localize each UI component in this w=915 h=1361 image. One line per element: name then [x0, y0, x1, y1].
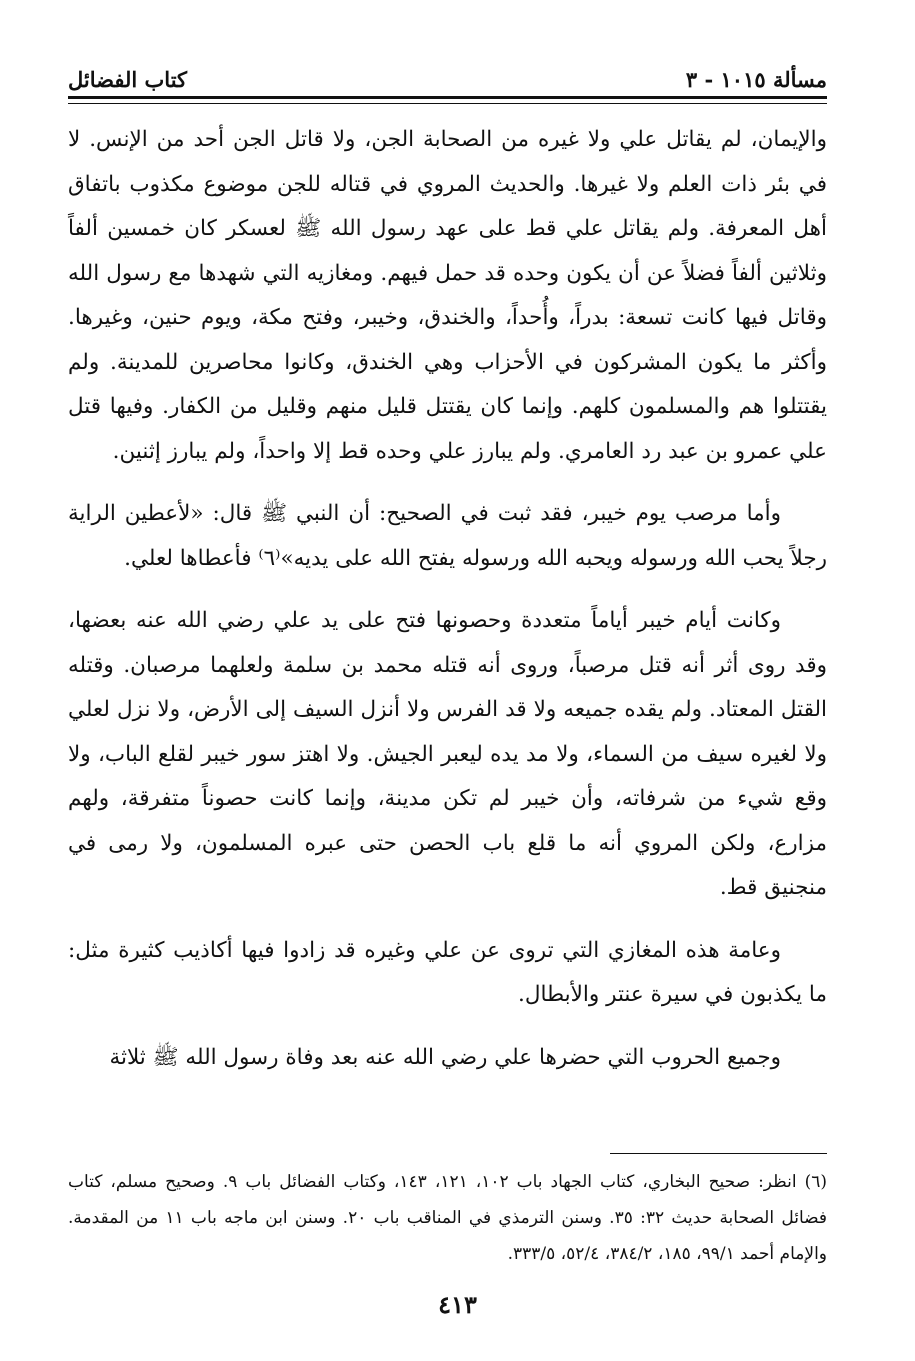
header-book-title: كتاب الفضائل: [68, 67, 188, 92]
page-header: [68, 52, 827, 92]
main-text: [68, 118, 827, 1098]
paragraph: وأما مرصب يوم خيبر، فقد ثبت في الصحيح: أن النبي ﷺ قال: «لأعطين الراية رجلاً يحب الله ورسوله ويحبه الله ورسوله يفتح الله على يديه»⁽٦⁾ فأعطاها لعلي.: [68, 501, 827, 571]
footnote-rule: [610, 1153, 827, 1154]
page-number: ٤١٣: [438, 1290, 477, 1319]
header-rule-thick: [68, 96, 827, 99]
header-rule-thin: [68, 103, 827, 104]
paragraph: والإيمان، لم يقاتل علي ولا غيره من الصحابة الجن، ولا قاتل الجن أحد من الإنس. لا في بئر ذات العلم ولا غيرها. والحديث المروي في قتاله للجن موضوع مكذوب باتفاق أهل المعرفة. ولم يقاتل علي قط على عهد رسول الله ﷺ لعسكر كان خمسين ألفاً وثلاثين ألفاً فضلاً عن أن يكون وحده قد حمل فيهم. ومغازيه التي شهدها مع رسول الله وقاتل فيها كانت تسعة: بدراً، وأُحداً، والخندق، وخيبر، وفتح مكة، ويوم حنين، وغيرها. وأكثر ما يكون المشركون في الأحزاب وهي الخندق، وكانوا محاصرين للمدينة. ولم يقتتلوا هم والمسلمون كلهم. وإنما كان يقتتل قليل منهم وقليل من الكفار. وفيها قتل علي عمرو بن عبد رد العامري. ولم يبارز علي وحده قط إلا واحداً، ولم يبارز إثنين.: [68, 127, 827, 464]
footnote: (٦) انظر: صحيح البخاري، كتاب الجهاد باب ١٠٢، ١٢١، ١٤٣، وكتاب الفضائل باب ٩. وصحيح مسلم، كتاب فضائل الصحابة حديث ٣٢: ٣٥. وسنن الترمذي في المناقب باب ٢٠. وسنن ابن ماجه باب ١١ من المقدمة. والإمام أحمد ٩٩/١، ١٨٥، ٣٨٤/٢، ٥٢/٤، ٣٣٣/٥.: [68, 1172, 827, 1264]
paragraph: وجميع الحروب التي حضرها علي رضي الله عنه بعد وفاة رسول الله ﷺ ثلاثة: [109, 1044, 781, 1070]
paragraph: وكانت أيام خيبر أياماً متعددة وحصونها فتح على يد علي رضي الله عنه بعضها، وقد روى أثر أنه قتل مرصباً، وروى أنه قتله محمد بن سلمة ولعلهما مرصبان. وقتله القتل المعتاد. ولم يقده جميعه ولا قد الفرس ولا أنزل السيف إلى الأرض، ولا نزل لعلي ولا لغيره سيف من السماء، ولا مد يده ليعبر الجيش. ولا اهتز سور خيبر لقلع الباب، ولا وقع شيء من شرفاته، وأن خيبر لم تكن مدينة، وإنما كانت حصوناً متفرقة، ولهم مزارع، ولكن المروي أنه ما قلع باب الحصن حتى عبره المسلمون، ولا رمى في منجنيق قط.: [68, 608, 827, 900]
paragraph: وعامة هذه المغازي التي تروى عن علي وغيره قد زادوا فيها أكاذيب كثيرة مثل: ما يكذبون في سيرة عنتر والأبطال.: [68, 937, 827, 1007]
header-issue-title: مسألة ١٠١٥ - ٣: [685, 67, 827, 92]
